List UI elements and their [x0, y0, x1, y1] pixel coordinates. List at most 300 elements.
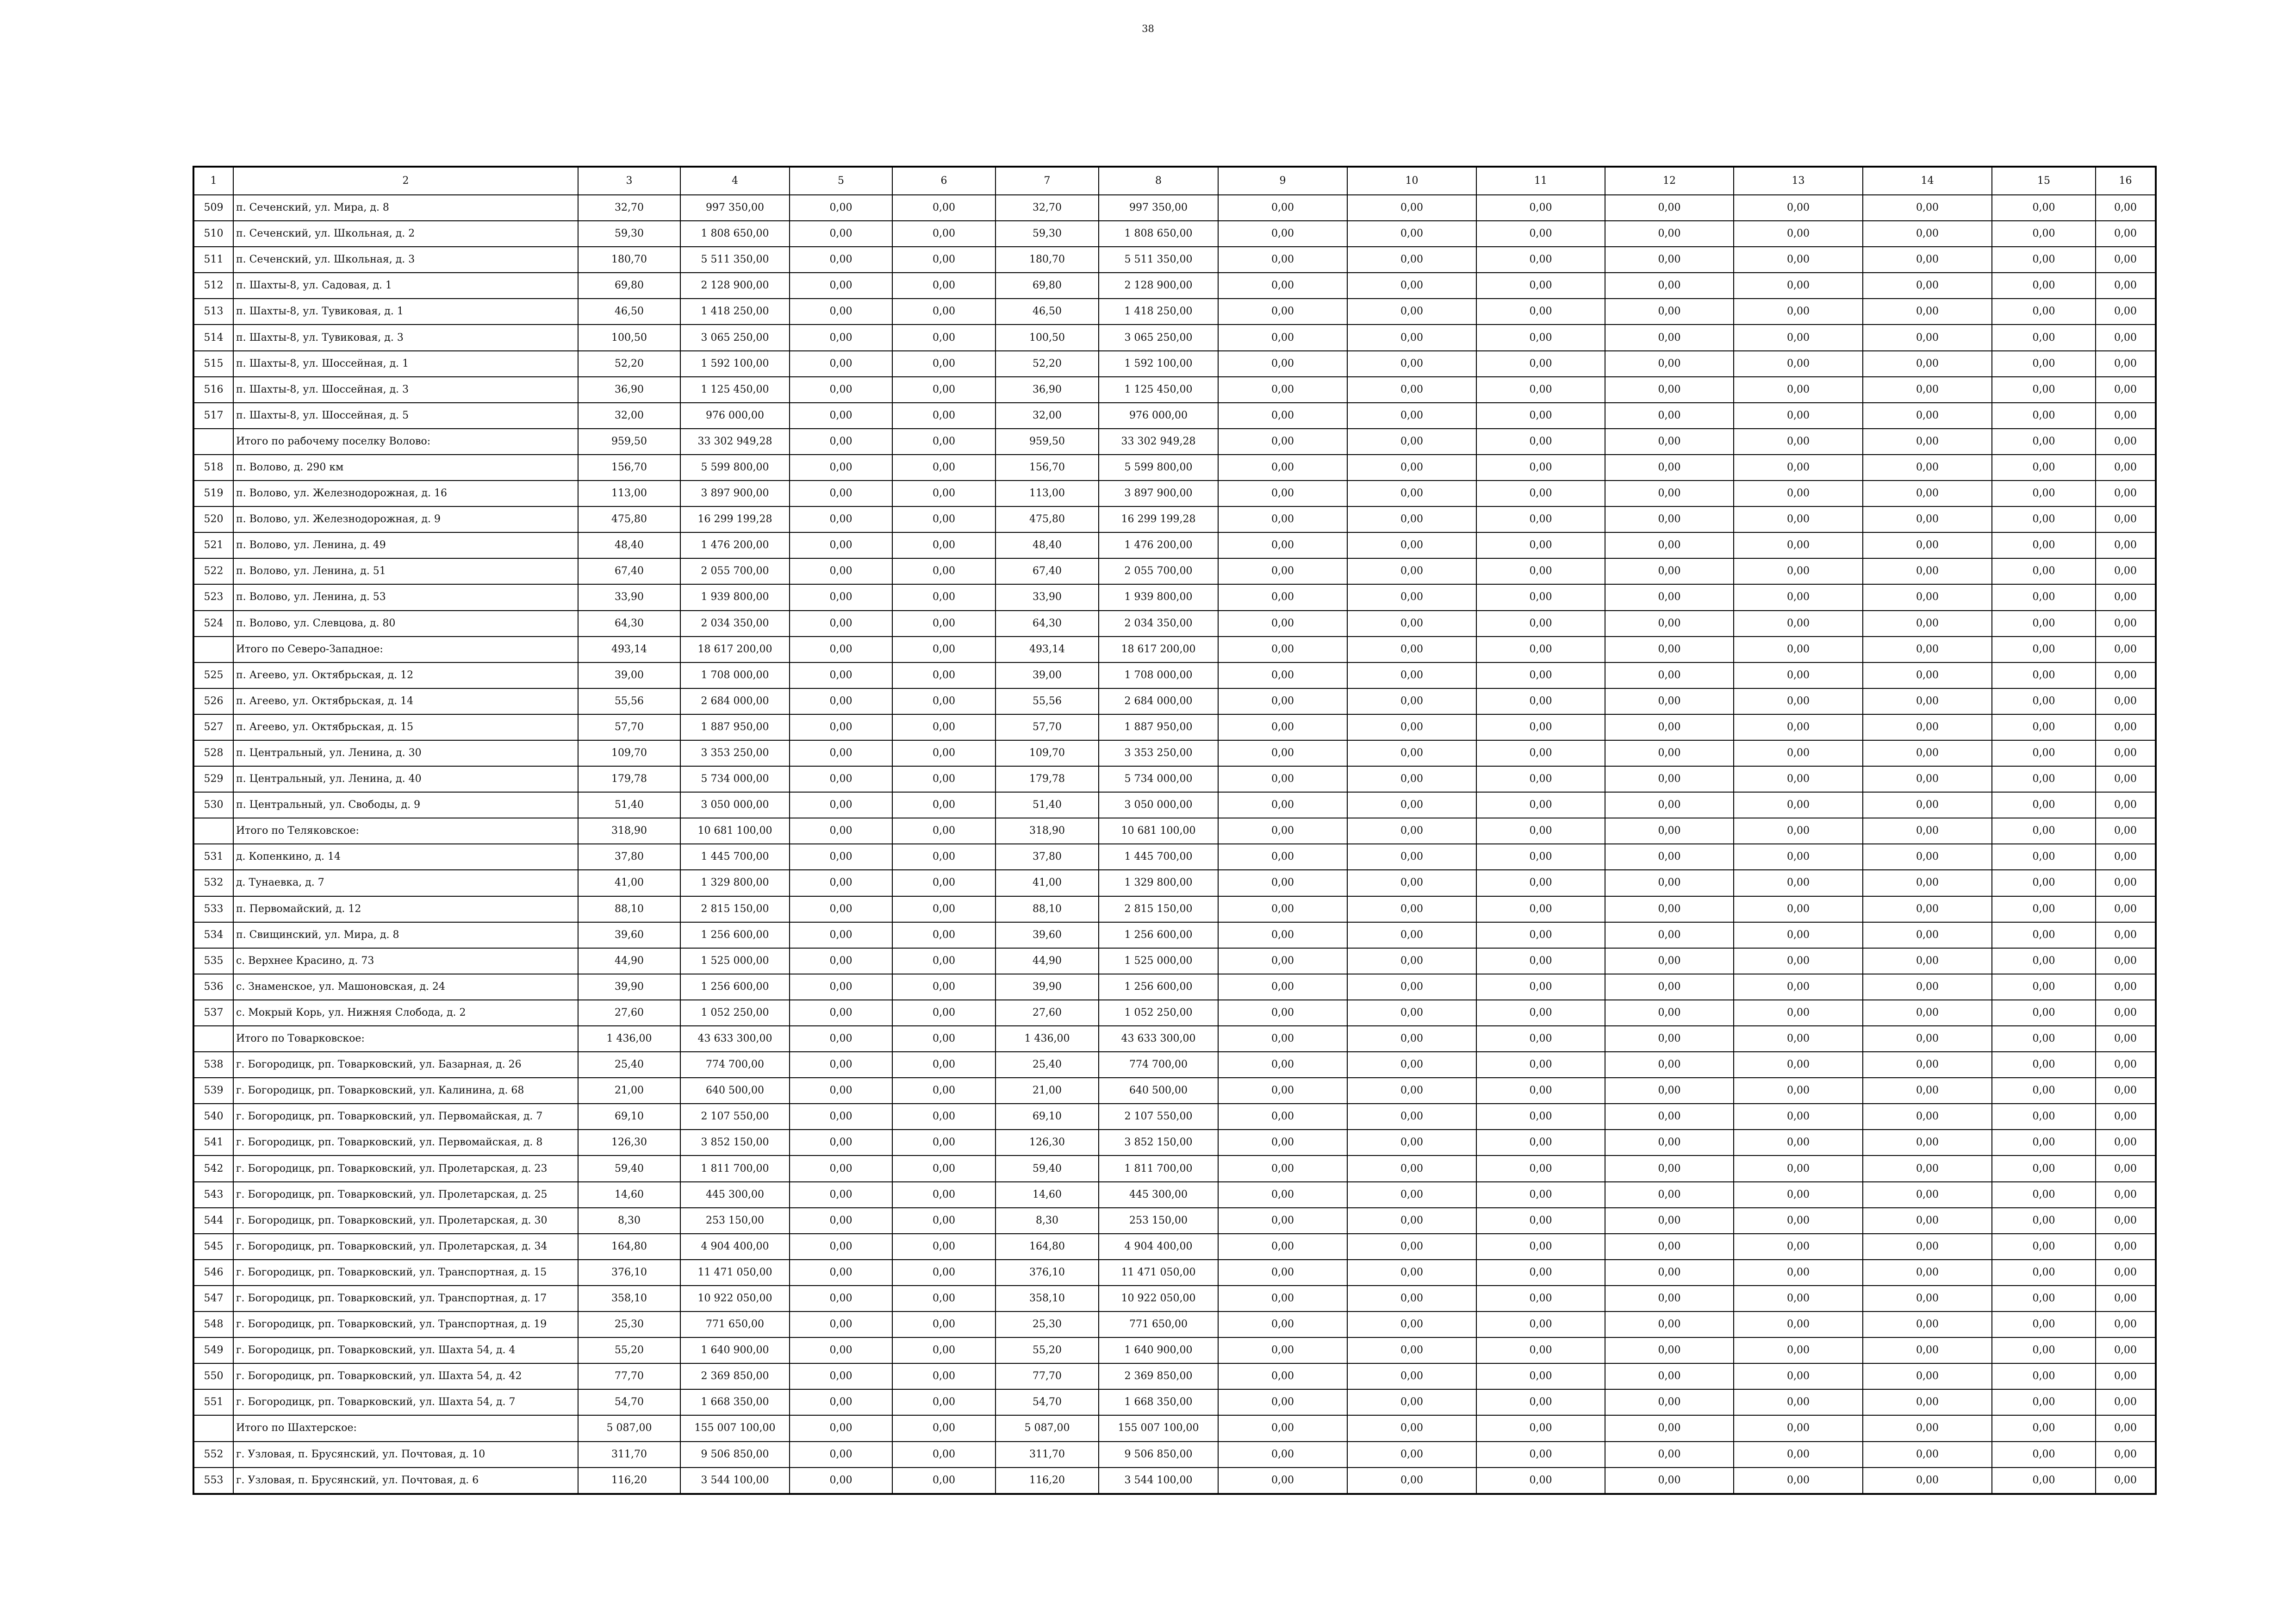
row-number: 514: [193, 325, 233, 350]
zero-cell: 0,00: [790, 247, 892, 273]
area-cell: 67,40: [578, 558, 680, 584]
row-number: 532: [193, 870, 233, 896]
column-header: 11: [1476, 167, 1605, 195]
area-cell: 77,70: [578, 1363, 680, 1389]
zero-cell: 0,00: [2096, 506, 2156, 532]
zero-cell: 0,00: [1734, 1078, 1863, 1104]
zero-cell: 0,00: [1218, 273, 1347, 299]
address-cell: Итого по Товарковское:: [233, 1026, 578, 1052]
area-cell: 109,70: [578, 740, 680, 766]
area-cell: 39,00: [578, 662, 680, 688]
zero-cell: 0,00: [1863, 377, 1992, 403]
row-number: 516: [193, 377, 233, 403]
address-cell: п. Агеево, ул. Октябрьская, д. 14: [233, 688, 578, 714]
zero-cell: 0,00: [1734, 325, 1863, 350]
amount-cell: 1 668 350,00: [1099, 1389, 1218, 1415]
zero-cell: 0,00: [1218, 455, 1347, 481]
zero-cell: 0,00: [1992, 1312, 2096, 1337]
table-row: [193, 1234, 2156, 1260]
area-cell: 493,14: [578, 637, 680, 662]
zero-cell: 0,00: [1218, 299, 1347, 325]
zero-cell: 0,00: [790, 1208, 892, 1234]
zero-cell: 0,00: [1347, 740, 1476, 766]
zero-cell: 0,00: [1347, 1389, 1476, 1415]
zero-cell: 0,00: [790, 870, 892, 896]
zero-cell: 0,00: [2096, 455, 2156, 481]
zero-cell: 0,00: [1347, 1052, 1476, 1078]
row-number: 525: [193, 662, 233, 688]
address-cell: г. Богородицк, рп. Товарковский, ул. Первомайская, д. 8: [233, 1130, 578, 1156]
area-cell: 44,90: [578, 948, 680, 974]
zero-cell: 0,00: [790, 740, 892, 766]
zero-cell: 0,00: [1605, 1442, 1734, 1468]
zero-cell: 0,00: [1218, 740, 1347, 766]
zero-cell: 0,00: [2096, 558, 2156, 584]
row-number: 547: [193, 1286, 233, 1312]
amount-cell: 1 640 900,00: [680, 1337, 790, 1363]
zero-cell: 0,00: [790, 611, 892, 637]
zero-cell: 0,00: [1863, 766, 1992, 792]
table-row: [193, 1286, 2156, 1312]
zero-cell: 0,00: [1218, 637, 1347, 662]
zero-cell: 0,00: [1476, 637, 1605, 662]
amount-cell: 3 544 100,00: [1099, 1468, 1218, 1494]
zero-cell: 0,00: [1992, 1182, 2096, 1208]
zero-cell: 0,00: [1992, 532, 2096, 558]
area-cell: 33,90: [578, 584, 680, 610]
amount-cell: 1 256 600,00: [680, 974, 790, 1000]
area-cell: 25,30: [578, 1312, 680, 1337]
table-body: [193, 167, 2156, 1494]
zero-cell: 0,00: [1863, 1182, 1992, 1208]
zero-cell: 0,00: [1218, 766, 1347, 792]
zero-cell: 0,00: [1992, 688, 2096, 714]
zero-cell: 0,00: [892, 584, 996, 610]
zero-cell: 0,00: [1863, 1156, 1992, 1181]
address-cell: г. Богородицк, рп. Товарковский, ул. Транспортная, д. 17: [233, 1286, 578, 1312]
zero-cell: 0,00: [1734, 1130, 1863, 1156]
amount-cell: 1 476 200,00: [1099, 532, 1218, 558]
zero-cell: 0,00: [892, 273, 996, 299]
area-cell: 25,40: [578, 1052, 680, 1078]
zero-cell: 0,00: [1605, 558, 1734, 584]
amount-cell: 18 617 200,00: [1099, 637, 1218, 662]
row-number: 521: [193, 532, 233, 558]
amount-cell: 1 476 200,00: [680, 532, 790, 558]
zero-cell: 0,00: [1992, 481, 2096, 506]
amount-cell: 1 708 000,00: [1099, 662, 1218, 688]
address-cell: Итого по Северо-Западное:: [233, 637, 578, 662]
zero-cell: 0,00: [1992, 429, 2096, 455]
area-cell: 52,20: [996, 351, 1099, 377]
amount-cell: 10 922 050,00: [680, 1286, 790, 1312]
amount-cell: 5 734 000,00: [680, 766, 790, 792]
zero-cell: 0,00: [2096, 1078, 2156, 1104]
zero-cell: 0,00: [1605, 1415, 1734, 1441]
area-cell: 64,30: [996, 611, 1099, 637]
zero-cell: 0,00: [1605, 1078, 1734, 1104]
zero-cell: 0,00: [790, 818, 892, 844]
area-cell: 116,20: [996, 1468, 1099, 1494]
column-header: 10: [1347, 167, 1476, 195]
zero-cell: 0,00: [892, 1078, 996, 1104]
zero-cell: 0,00: [1218, 714, 1347, 740]
zero-cell: 0,00: [790, 1337, 892, 1363]
zero-cell: 0,00: [1863, 662, 1992, 688]
area-cell: 39,60: [578, 922, 680, 948]
header-row: [193, 167, 2156, 195]
zero-cell: 0,00: [1734, 948, 1863, 974]
area-cell: 55,56: [996, 688, 1099, 714]
row-number: 522: [193, 558, 233, 584]
zero-cell: 0,00: [1863, 1000, 1992, 1026]
zero-cell: 0,00: [1992, 247, 2096, 273]
zero-cell: 0,00: [1605, 1156, 1734, 1181]
zero-cell: 0,00: [1863, 584, 1992, 610]
zero-cell: 0,00: [1992, 325, 2096, 350]
zero-cell: 0,00: [2096, 1052, 2156, 1078]
amount-cell: 1 640 900,00: [1099, 1337, 1218, 1363]
zero-cell: 0,00: [2096, 948, 2156, 974]
row-number: 546: [193, 1260, 233, 1286]
zero-cell: 0,00: [1734, 974, 1863, 1000]
zero-cell: 0,00: [1992, 273, 2096, 299]
zero-cell: 0,00: [1218, 1415, 1347, 1441]
zero-cell: 0,00: [892, 740, 996, 766]
column-header: 5: [790, 167, 892, 195]
zero-cell: 0,00: [790, 714, 892, 740]
zero-cell: 0,00: [1863, 1052, 1992, 1078]
zero-cell: 0,00: [1734, 870, 1863, 896]
zero-cell: 0,00: [1863, 506, 1992, 532]
address-cell: п. Сеченский, ул. Школьная, д. 2: [233, 221, 578, 247]
zero-cell: 0,00: [1476, 195, 1605, 221]
zero-cell: 0,00: [1605, 688, 1734, 714]
zero-cell: 0,00: [790, 455, 892, 481]
subtotal-row: [193, 1026, 2156, 1052]
area-cell: 25,40: [996, 1052, 1099, 1078]
address-cell: г. Богородицк, рп. Товарковский, ул. Пролетарская, д. 34: [233, 1234, 578, 1260]
area-cell: 493,14: [996, 637, 1099, 662]
zero-cell: 0,00: [892, 1415, 996, 1441]
zero-cell: 0,00: [1992, 818, 2096, 844]
amount-cell: 3 897 900,00: [680, 481, 790, 506]
zero-cell: 0,00: [1605, 766, 1734, 792]
row-number: 519: [193, 481, 233, 506]
zero-cell: 0,00: [790, 351, 892, 377]
zero-cell: 0,00: [1218, 1078, 1347, 1104]
address-cell: п. Шахты-8, ул. Шоссейная, д. 5: [233, 403, 578, 429]
address-cell: п. Волово, ул. Железнодорожная, д. 9: [233, 506, 578, 532]
row-number: 545: [193, 1234, 233, 1260]
area-cell: 69,80: [996, 273, 1099, 299]
zero-cell: 0,00: [1863, 1389, 1992, 1415]
zero-cell: 0,00: [892, 1312, 996, 1337]
zero-cell: 0,00: [892, 325, 996, 350]
area-cell: 39,60: [996, 922, 1099, 948]
zero-cell: 0,00: [790, 1234, 892, 1260]
table-row: [193, 558, 2156, 584]
area-cell: 55,56: [578, 688, 680, 714]
address-cell: с. Мокрый Корь, ул. Нижняя Слобода, д. 2: [233, 1000, 578, 1026]
row-number: 539: [193, 1078, 233, 1104]
column-header: 14: [1863, 167, 1992, 195]
zero-cell: 0,00: [892, 870, 996, 896]
zero-cell: 0,00: [1347, 532, 1476, 558]
area-cell: 5 087,00: [996, 1415, 1099, 1441]
zero-cell: 0,00: [790, 1026, 892, 1052]
zero-cell: 0,00: [1734, 896, 1863, 922]
area-cell: 358,10: [996, 1286, 1099, 1312]
zero-cell: 0,00: [1218, 532, 1347, 558]
zero-cell: 0,00: [1605, 299, 1734, 325]
zero-cell: 0,00: [1476, 455, 1605, 481]
table-row: [193, 403, 2156, 429]
amount-cell: 976 000,00: [680, 403, 790, 429]
zero-cell: 0,00: [1992, 1104, 2096, 1130]
zero-cell: 0,00: [2096, 1104, 2156, 1130]
address-cell: г. Богородицк, рп. Товарковский, ул. Пролетарская, д. 25: [233, 1182, 578, 1208]
zero-cell: 0,00: [1605, 948, 1734, 974]
zero-cell: 0,00: [790, 1260, 892, 1286]
row-number: 553: [193, 1468, 233, 1494]
amount-cell: 155 007 100,00: [680, 1415, 790, 1441]
zero-cell: 0,00: [1734, 688, 1863, 714]
page-number: 38: [1142, 23, 1154, 34]
zero-cell: 0,00: [1476, 1468, 1605, 1494]
amount-cell: 5 734 000,00: [1099, 766, 1218, 792]
table-row: [193, 584, 2156, 610]
zero-cell: 0,00: [1218, 377, 1347, 403]
table-row: [193, 844, 2156, 870]
amount-cell: 253 150,00: [680, 1208, 790, 1234]
column-header: 15: [1992, 167, 2096, 195]
zero-cell: 0,00: [1476, 611, 1605, 637]
table-row: [193, 195, 2156, 221]
zero-cell: 0,00: [1992, 1442, 2096, 1468]
subtotal-row: [193, 429, 2156, 455]
zero-cell: 0,00: [1863, 1208, 1992, 1234]
area-cell: 37,80: [578, 844, 680, 870]
area-cell: 46,50: [578, 299, 680, 325]
amount-cell: 445 300,00: [680, 1182, 790, 1208]
zero-cell: 0,00: [1734, 532, 1863, 558]
zero-cell: 0,00: [1992, 1156, 2096, 1181]
zero-cell: 0,00: [790, 1442, 892, 1468]
amount-cell: 774 700,00: [1099, 1052, 1218, 1078]
address-cell: п. Центральный, ул. Ленина, д. 30: [233, 740, 578, 766]
amount-cell: 1 329 800,00: [680, 870, 790, 896]
address-cell: Итого по рабочему поселку Волово:: [233, 429, 578, 455]
zero-cell: 0,00: [1605, 584, 1734, 610]
zero-cell: 0,00: [1347, 1312, 1476, 1337]
zero-cell: 0,00: [1347, 1260, 1476, 1286]
zero-cell: 0,00: [1218, 1208, 1347, 1234]
zero-cell: 0,00: [1476, 377, 1605, 403]
zero-cell: 0,00: [892, 1363, 996, 1389]
zero-cell: 0,00: [1992, 1234, 2096, 1260]
zero-cell: 0,00: [1218, 429, 1347, 455]
zero-cell: 0,00: [1992, 740, 2096, 766]
zero-cell: 0,00: [1605, 818, 1734, 844]
zero-cell: 0,00: [1992, 195, 2096, 221]
column-header: 7: [996, 167, 1099, 195]
zero-cell: 0,00: [1347, 299, 1476, 325]
amount-cell: 1 525 000,00: [680, 948, 790, 974]
zero-cell: 0,00: [1863, 532, 1992, 558]
table-row: [193, 740, 2156, 766]
zero-cell: 0,00: [1218, 195, 1347, 221]
zero-cell: 0,00: [1605, 1000, 1734, 1026]
zero-cell: 0,00: [1605, 1234, 1734, 1260]
area-cell: 57,70: [578, 714, 680, 740]
zero-cell: 0,00: [1605, 377, 1734, 403]
address-cell: д. Тунаевка, д. 7: [233, 870, 578, 896]
zero-cell: 0,00: [1476, 844, 1605, 870]
zero-cell: 0,00: [892, 1337, 996, 1363]
zero-cell: 0,00: [2096, 325, 2156, 350]
zero-cell: 0,00: [790, 637, 892, 662]
zero-cell: 0,00: [1476, 1286, 1605, 1312]
address-cell: п. Сеченский, ул. Школьная, д. 3: [233, 247, 578, 273]
amount-cell: 1 668 350,00: [680, 1389, 790, 1415]
zero-cell: 0,00: [1347, 195, 1476, 221]
address-cell: г. Богородицк, рп. Товарковский, ул. Транспортная, д. 15: [233, 1260, 578, 1286]
column-header: 2: [233, 167, 578, 195]
zero-cell: 0,00: [1734, 481, 1863, 506]
zero-cell: 0,00: [892, 766, 996, 792]
area-cell: 179,78: [578, 766, 680, 792]
amount-cell: 11 471 050,00: [1099, 1260, 1218, 1286]
amount-cell: 10 681 100,00: [1099, 818, 1218, 844]
zero-cell: 0,00: [1734, 429, 1863, 455]
zero-cell: 0,00: [1347, 429, 1476, 455]
zero-cell: 0,00: [1863, 1286, 1992, 1312]
address-cell: п. Шахты-8, ул. Садовая, д. 1: [233, 273, 578, 299]
zero-cell: 0,00: [1347, 844, 1476, 870]
zero-cell: 0,00: [2096, 870, 2156, 896]
zero-cell: 0,00: [2096, 1234, 2156, 1260]
address-cell: п. Свищинский, ул. Мира, д. 8: [233, 922, 578, 948]
zero-cell: 0,00: [1347, 1286, 1476, 1312]
address-cell: г. Узловая, п. Брусянский, ул. Почтовая, д. 6: [233, 1468, 578, 1494]
area-cell: 21,00: [996, 1078, 1099, 1104]
zero-cell: 0,00: [1347, 896, 1476, 922]
zero-cell: 0,00: [1863, 637, 1992, 662]
zero-cell: 0,00: [790, 1468, 892, 1494]
amount-cell: 5 511 350,00: [680, 247, 790, 273]
address-cell: п. Центральный, ул. Ленина, д. 40: [233, 766, 578, 792]
area-cell: 51,40: [996, 792, 1099, 818]
row-number: 552: [193, 1442, 233, 1468]
zero-cell: 0,00: [2096, 273, 2156, 299]
area-cell: 164,80: [996, 1234, 1099, 1260]
zero-cell: 0,00: [1347, 870, 1476, 896]
zero-cell: 0,00: [892, 948, 996, 974]
zero-cell: 0,00: [1734, 1363, 1863, 1389]
row-number: 511: [193, 247, 233, 273]
amount-cell: 1 939 800,00: [1099, 584, 1218, 610]
table-row: [193, 1312, 2156, 1337]
area-cell: 1 436,00: [578, 1026, 680, 1052]
area-cell: 32,70: [996, 195, 1099, 221]
address-cell: с. Знаменское, ул. Машоновская, д. 24: [233, 974, 578, 1000]
column-header: 6: [892, 167, 996, 195]
address-cell: г. Узловая, п. Брусянский, ул. Почтовая, д. 10: [233, 1442, 578, 1468]
address-cell: г. Богородицк, рп. Товарковский, ул. Шахта 54, д. 7: [233, 1389, 578, 1415]
area-cell: 39,90: [578, 974, 680, 1000]
zero-cell: 0,00: [892, 1104, 996, 1130]
amount-cell: 33 302 949,28: [1099, 429, 1218, 455]
zero-cell: 0,00: [1476, 922, 1605, 948]
amount-cell: 2 055 700,00: [1099, 558, 1218, 584]
zero-cell: 0,00: [1734, 506, 1863, 532]
zero-cell: 0,00: [1218, 558, 1347, 584]
table-row: [193, 688, 2156, 714]
zero-cell: 0,00: [1347, 818, 1476, 844]
zero-cell: 0,00: [1992, 974, 2096, 1000]
zero-cell: 0,00: [1347, 974, 1476, 1000]
zero-cell: 0,00: [2096, 1208, 2156, 1234]
table-row: [193, 1130, 2156, 1156]
zero-cell: 0,00: [1992, 870, 2096, 896]
address-cell: Итого по Теляковское:: [233, 818, 578, 844]
address-cell: п. Центральный, ул. Свободы, д. 9: [233, 792, 578, 818]
zero-cell: 0,00: [892, 1468, 996, 1494]
zero-cell: 0,00: [1347, 688, 1476, 714]
zero-cell: 0,00: [1992, 1468, 2096, 1494]
zero-cell: 0,00: [1476, 1078, 1605, 1104]
zero-cell: 0,00: [1863, 195, 1992, 221]
zero-cell: 0,00: [1992, 1130, 2096, 1156]
amount-cell: 10 922 050,00: [1099, 1286, 1218, 1312]
area-cell: 116,20: [578, 1468, 680, 1494]
row-number: 534: [193, 922, 233, 948]
area-cell: 59,40: [996, 1156, 1099, 1181]
zero-cell: 0,00: [1218, 325, 1347, 350]
area-cell: 59,40: [578, 1156, 680, 1181]
row-number: 551: [193, 1389, 233, 1415]
zero-cell: 0,00: [1218, 1182, 1347, 1208]
zero-cell: 0,00: [1605, 740, 1734, 766]
zero-cell: 0,00: [1992, 221, 2096, 247]
zero-cell: 0,00: [1218, 818, 1347, 844]
amount-cell: 1 052 250,00: [1099, 1000, 1218, 1026]
zero-cell: 0,00: [2096, 1260, 2156, 1286]
row-number: 531: [193, 844, 233, 870]
zero-cell: 0,00: [1734, 403, 1863, 429]
zero-cell: 0,00: [1347, 403, 1476, 429]
area-cell: 8,30: [996, 1208, 1099, 1234]
row-number: [193, 818, 233, 844]
area-cell: 21,00: [578, 1078, 680, 1104]
address-cell: п. Агеево, ул. Октябрьская, д. 15: [233, 714, 578, 740]
area-cell: 33,90: [996, 584, 1099, 610]
zero-cell: 0,00: [1605, 455, 1734, 481]
column-header: 3: [578, 167, 680, 195]
area-cell: 48,40: [996, 532, 1099, 558]
zero-cell: 0,00: [790, 1286, 892, 1312]
zero-cell: 0,00: [1863, 1415, 1992, 1441]
row-number: [193, 1026, 233, 1052]
zero-cell: 0,00: [1863, 403, 1992, 429]
zero-cell: 0,00: [1347, 637, 1476, 662]
zero-cell: 0,00: [1863, 325, 1992, 350]
area-cell: 376,10: [996, 1260, 1099, 1286]
area-cell: 376,10: [578, 1260, 680, 1286]
zero-cell: 0,00: [1476, 1182, 1605, 1208]
zero-cell: 0,00: [1992, 922, 2096, 948]
